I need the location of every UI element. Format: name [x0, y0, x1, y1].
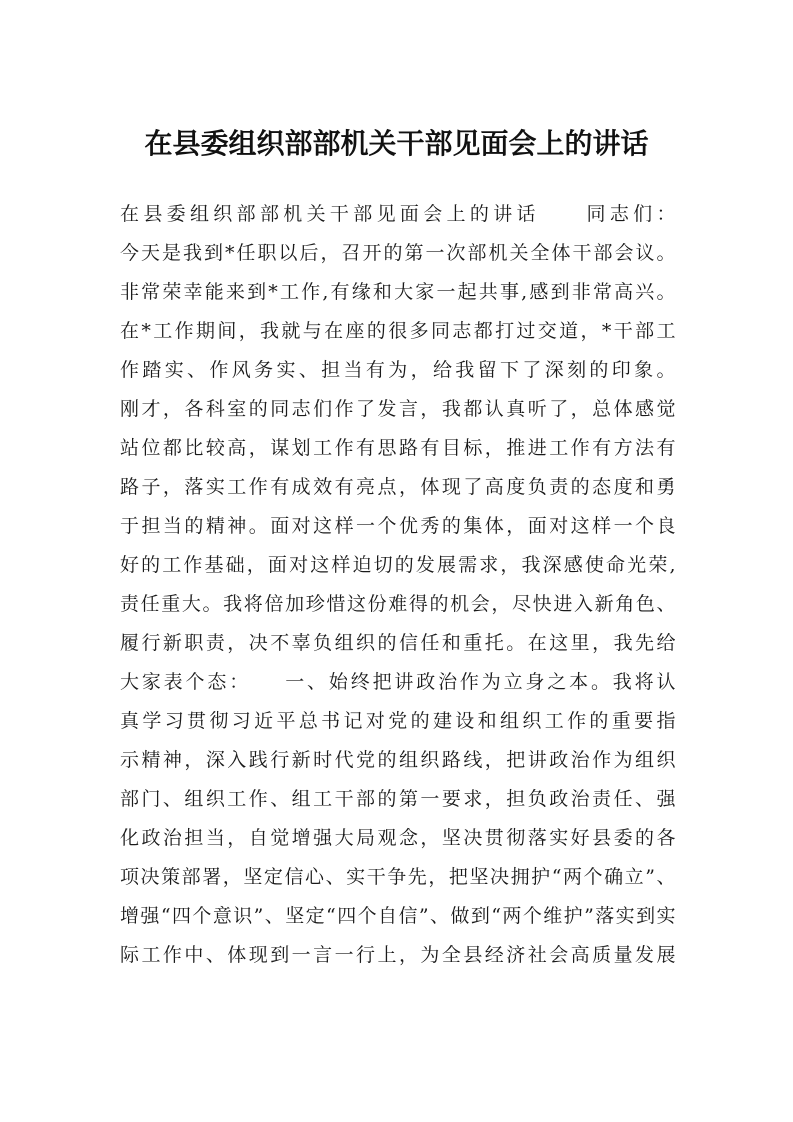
body-line: 化政治担当，自觉增强大局观念，坚决贯彻落实好县委的各 [120, 827, 676, 849]
body-line: 在县委组织部部机关干部见面会上的讲话 同志们： [120, 203, 676, 225]
body-line: 真学习贯彻习近平总书记对党的建设和组织工作的重要指 [120, 710, 676, 732]
body-line: 今天是我到*任职以后，召开的第一次部机关全体干部会议。 [120, 242, 676, 264]
body-line: 在*工作期间，我就与在座的很多同志都打过交道，*干部工 [120, 320, 676, 342]
body-line: 路子，落实工作有成效有亮点，体现了高度负责的态度和勇 [120, 476, 676, 498]
body-line: 增强“四个意识”、坚定“四个自信”、做到“两个维护”落实到实 [120, 905, 676, 927]
page-title: 在县委组织部部机关干部见面会上的讲话 [144, 127, 649, 160]
body-line: 好的工作基础，面对这样迫切的发展需求，我深感使命光荣, [120, 554, 676, 576]
body-line: 非常荣幸能来到*工作,有缘和大家一起共事,感到非常高兴。 [120, 281, 676, 303]
body-line: 于担当的精神。面对这样一个优秀的集体，面对这样一个良 [120, 515, 676, 537]
body-line: 示精神，深入践行新时代党的组织路线，把讲政治作为组织 [120, 749, 676, 771]
body-line: 作踏实、作风务实、担当有为，给我留下了深刻的印象。 [120, 359, 676, 381]
body-line: 大家表个态： 一、始终把讲政治作为立身之本。我将认 [120, 671, 676, 693]
body-line: 刚才，各科室的同志们作了发言，我都认真听了，总体感觉 [120, 398, 676, 420]
body-line: 责任重大。我将倍加珍惜这份难得的机会，尽快进入新角色、 [120, 593, 676, 615]
body-line: 履行新职责，决不辜负组织的信任和重托。在这里，我先给 [120, 632, 676, 654]
body-line: 站位都比较高，谋划工作有思路有目标，推进工作有方法有 [120, 437, 676, 459]
body-line: 际工作中、体现到一言一行上，为全县经济社会高质量发展 [120, 944, 676, 966]
body-text [120, 195, 676, 975]
body-line: 部门、组织工作、组工干部的第一要求，担负政治责任、强 [120, 788, 676, 810]
body-line: 项决策部署，坚定信心、实干争先，把坚决拥护“两个确立”、 [120, 866, 676, 888]
